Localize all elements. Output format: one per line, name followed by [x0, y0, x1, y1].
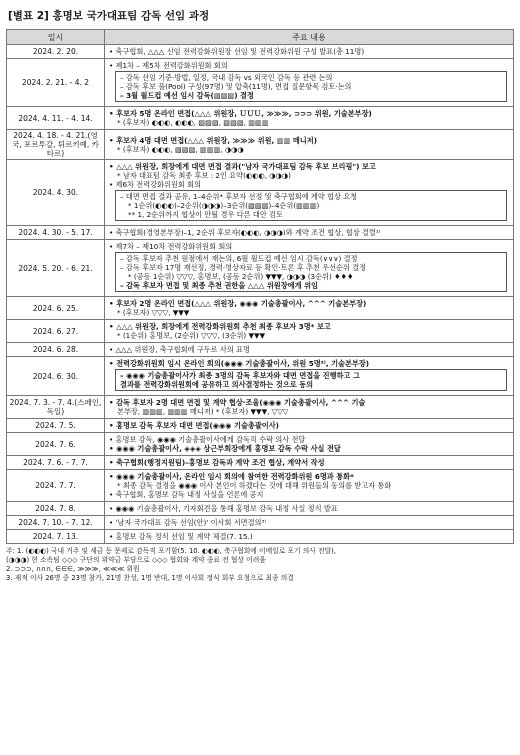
boxed-detail-line: – 감독 선임 기준·방법, 일정, 국내 감독 vs 외국인 감독 등 관련 논의 — [120, 73, 333, 82]
column-header-date: 일시 — [7, 30, 105, 45]
table-row — [7, 59, 514, 107]
content-line: • 제7차 – 제10차 전력강화위원회 회의 — [109, 242, 233, 251]
row-content — [105, 433, 514, 456]
content-line: * (1순위) 홍명보, (2순위) ▽▽▽, (3순위) ▼▼▼ — [117, 331, 266, 340]
row-content — [105, 59, 514, 107]
table-row — [7, 516, 514, 530]
table-row — [7, 456, 514, 470]
row-date: 2024. 7. 3. - 7. 4.(스페인, 독일) — [7, 396, 105, 419]
detail-box — [115, 369, 507, 391]
content-line: • 홍명보 감독 후보자 대면 면접(◉◉◉ 기술총괄이사) — [109, 421, 279, 430]
footnote-line: 주: 1. (◐◐◐) 국내 거주 및 세금 등 문제로 감독직 포기함(5. 10. ◐◐◐, 축구협회에 이메일로 포기 의사 전달), — [6, 547, 336, 555]
row-date: 2024. 6. 30. — [7, 357, 105, 396]
content-line: • 전력강화위원회 임시 온라인 회의(◉◉◉ 기술총괄이사, 위원 5명²⁾, 기술본부장) — [109, 359, 370, 368]
boxed-detail-line: – 대면 면접 결과 공유, 1–4순위* 후보자 선정 및 축구협회에 계약 협상 요청 — [120, 192, 358, 201]
row-content — [105, 320, 514, 343]
content-line: • 홍명보 감독, ◉◉◉ 기술총괄이사에게 감독직 수락 의사 전달 — [109, 435, 306, 444]
table-row — [7, 226, 514, 240]
content-line: • 후보자 4명 대면 면접(△△△ 위원장, ≫≫≫ 위원, ▥▥ 매니저) — [109, 135, 317, 145]
row-date: 2024. 4. 18. - 4. 21.(영국, 포르투갈, 튀르키예, 카타르) — [7, 130, 105, 160]
row-content — [105, 130, 514, 160]
content-line: • △△△ 위원장, 축구협회에 구두로 사의 표명 — [109, 345, 250, 354]
footnote-line: 3. 재적 이사 26명 중 23명 참가, 21명 찬성, 1명 반대, 1명 이사회 정식 회부 요청으로 최종 의결 — [6, 574, 294, 582]
row-content — [105, 456, 514, 470]
table-row — [7, 160, 514, 226]
table-row — [7, 396, 514, 419]
content-line: * (후보자) ▽▽▽, ▼▼▼ — [117, 308, 190, 317]
table-row — [7, 240, 514, 297]
detail-box — [115, 71, 507, 102]
table-row — [7, 470, 514, 502]
row-content — [105, 357, 514, 396]
table-row — [7, 530, 514, 544]
row-date: 2024. 7. 6. - 7. 7. — [7, 456, 105, 470]
boxed-detail-line: – 감독 후보자 면접 및 최종 추천 권한을 △△△ 위원장에게 위임 — [120, 281, 318, 290]
detail-box — [115, 190, 507, 221]
row-date: 2024. 4. 30. - 5. 17. — [7, 226, 105, 240]
content-line: • 축구협회(행정지원팀)–홍명보 감독과 계약 조건 협상, 계약서 작성 — [109, 458, 325, 467]
boxed-detail-line: ** 1, 2순위까지 협상이 안될 경우 다른 대안 검토 — [128, 210, 283, 219]
footnote-line: 2. ⊃⊃⊃, ∩∩∩, ∈∈∈, ≫≫≫, ≪≪≪ 위원 — [6, 565, 140, 573]
boxed-detail-line: * (공동 1순위) ▽▽▽, 홍명보, (공동 2순위) ▼▼▼, ◑◑◑ (3순위) ♦♦♦ — [128, 272, 354, 281]
row-date: 2024. 7. 10. - 7. 12. — [7, 516, 105, 530]
row-date: 2024. 4. 11. - 4. 14. — [7, 107, 105, 130]
row-date: 2024. 4. 30. — [7, 160, 105, 226]
row-date: 2024. 7. 7. — [7, 470, 105, 502]
row-date: 2024. 6. 25. — [7, 297, 105, 320]
row-content — [105, 160, 514, 226]
row-date: 2024. 7. 8. — [7, 502, 105, 516]
content-line: * (후보자) ◐◐◐, ▧▧▧, ▥▥▥, ◑◑◑ — [117, 144, 244, 154]
row-content — [105, 502, 514, 516]
content-line: • ◉◉◉ 기술총괄이사, 기자회견을 통해 홍명보 감독 내정 사실 정식 발표 — [109, 504, 338, 513]
table-row — [7, 357, 514, 396]
timeline-body — [7, 45, 514, 544]
boxed-detail-line: – 감독 후보 풀(Pool) 구성(97명) 및 압축(11명), 면접 질문항목 검토·논의 — [120, 82, 352, 91]
column-header-content: 주요 내용 — [105, 30, 514, 45]
content-line: * 남자 대표팀 감독 최종 후보 : 2인 요약(◐◐◐, ◑◑◑) — [117, 171, 291, 180]
row-content — [105, 343, 514, 357]
row-content — [105, 240, 514, 297]
table-header-row — [7, 30, 514, 45]
detail-box — [115, 252, 507, 292]
boxed-detail-line: 결과를 전력강화위원회에 공유하고 의사결정하는 것으로 동의 — [120, 380, 314, 389]
row-date: 2024. 2. 21. - 4. 2 — [7, 59, 105, 107]
row-date: 2024. 7. 6. — [7, 433, 105, 456]
row-content — [105, 530, 514, 544]
footnotes — [6, 547, 514, 583]
row-content — [105, 516, 514, 530]
table-row — [7, 297, 514, 320]
row-content — [105, 107, 514, 130]
row-content — [105, 396, 514, 419]
content-line: • ◉◉◉ 기술총괄이사, 온라인 임시 회의에 참여한 전력강화위원 6명과 통화* — [109, 472, 354, 481]
row-date: 2024. 5. 20. - 6. 21. — [7, 240, 105, 297]
content-line: * (후보자) ◐◐◐, ◐◐◐, ▨▨▨, ▧▧▧, ▥▥▥ — [117, 118, 269, 127]
content-line: • '남자 국가대표 감독 선임(안)' 이사회 서면결의³⁾ — [109, 518, 267, 527]
row-date: 2024. 2. 20. — [7, 45, 105, 59]
row-content — [105, 470, 514, 502]
content-line: • 축구협회(경영본부장)–1, 2순위 후보자(◐◐◐, ◑◑◑)와 계약 조건 협상, 협상 결렬¹⁾ — [109, 228, 381, 237]
table-row — [7, 130, 514, 160]
document-title: [별표 2] 홍명보 국가대표팀 감독 선임 과정 — [8, 10, 210, 22]
content-line: • 제1차 – 제5차 전력강화위원회 회의 — [109, 61, 228, 70]
content-line: • △△△ 위원장, 회장에게 대면 면접 결과("남자 국가대표팀 감독 후보 브리핑") 보고 — [109, 162, 376, 171]
table-row — [7, 502, 514, 516]
table-row — [7, 419, 514, 433]
content-line: • 후보자 5명 온라인 면접(△△△ 위원장, ＵＵＵ, ≫≫≫, ⊃⊃⊃ 위원, 기술본부장) — [109, 109, 372, 118]
table-row — [7, 343, 514, 357]
row-content — [105, 45, 514, 59]
boxed-detail-line: – 3월 월드컵 예선 임시 감독(▧▧▧) 결정 — [120, 91, 254, 100]
timeline-table — [6, 29, 514, 544]
boxed-detail-line: – ◉◉◉ 기술총괄이사가 최종 3명의 감독 후보자와 대면 면접을 진행하고 그 — [120, 371, 360, 380]
boxed-detail-line: – 감독 후보자 추천 원점에서 재논의, 6월 월드컵 예선 임시 감독(∨∨∨) 결정 — [120, 254, 358, 263]
row-content — [105, 419, 514, 433]
row-content — [105, 297, 514, 320]
boxed-detail-line: – 감독 후보자 17명 재선정, 경력·영상자료 등 확인·토론 후 추천 우선순위 결정 — [120, 263, 367, 272]
table-row — [7, 320, 514, 343]
content-line: • 후보자 2명 온라인 면접(△△△ 위원장, ◉◉◉ 기술총괄이사, ^^^ 기술본부장) — [109, 299, 367, 308]
content-line: • △△△ 위원장, 회장에게 전력강화위원회 추천 최종 후보자 3명* 보고 — [109, 322, 331, 331]
row-date: 2024. 6. 28. — [7, 343, 105, 357]
table-row — [7, 107, 514, 130]
content-line: • 제6차 전력강화위원회 회의 — [109, 180, 202, 189]
footnote-line: (◑◑◑) 현 소속팀 ◇◇◇ 구단의 위약금 부담으로 ◇◇◇ 협회와 계약 종료 전 협상 어려움 — [6, 556, 266, 564]
row-date: 2024. 6. 27. — [7, 320, 105, 343]
boxed-detail-line: * 1순위(◐◐◐)–2순위(◑◑◑)–3순위(▧▧▧)–4순위(▥▥▥) — [128, 201, 320, 210]
row-date: 2024. 7. 13. — [7, 530, 105, 544]
content-line: 본부장, ▥▥▥, ▥▥▥ 매니저) * (후보자) ▼▼▼, ▽▽▽ — [117, 407, 289, 416]
content-line: • 축구협회, 홍명보 감독 내정 사실을 언론에 공지 — [109, 490, 264, 499]
table-row — [7, 433, 514, 456]
row-date: 2024. 7. 5. — [7, 419, 105, 433]
content-line: * 최종 감독 결정을 ◉◉◉ 이사 본인이 하겠다는 것에 대해 위원들의 동의를 받고자 통화 — [117, 481, 392, 490]
table-row — [7, 45, 514, 59]
content-line: • ◉◉◉ 기술총괄이사, ◈◈◈ 상근부회장에게 홍명보 감독 수락 사실 전달 — [109, 444, 341, 453]
content-line: • 축구협회, △△△ 신임 전력강화위원장 선임 및 전력강화위원 구성 발표(총 11명) — [109, 47, 365, 56]
content-line: • 감독 후보자 2명 대면 면접 및 계약 협상·조율(◉◉◉ 기술총괄이사, ^^^ 기술 — [109, 398, 366, 407]
content-line: • 홍명보 감독 정식 선임 및 계약 체결(7. 15.) — [109, 532, 253, 541]
row-content — [105, 226, 514, 240]
